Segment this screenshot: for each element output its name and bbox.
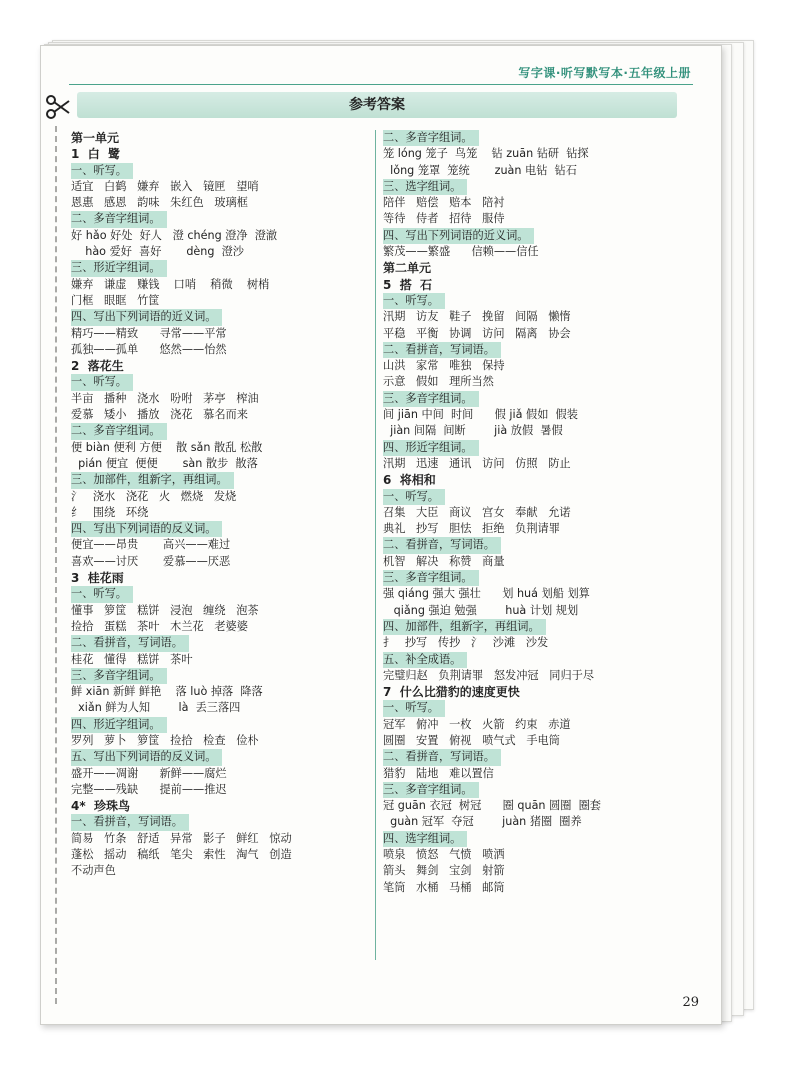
exercise-row bbox=[71, 814, 371, 830]
answer-row bbox=[71, 603, 371, 619]
answer-text: 适宜 白鹤 嫌弃 嵌入 镜匣 望哨 bbox=[71, 179, 259, 193]
answer-row bbox=[383, 505, 683, 521]
answer-text: 汛期 访友 鞋子 挽留 间隔 懒惰 bbox=[383, 310, 571, 324]
exercise-heading: 四、选字组词。 bbox=[383, 831, 467, 847]
answer-text: 猎豹 陆地 难以置信 bbox=[383, 766, 494, 780]
lesson-row bbox=[71, 358, 371, 374]
answer-row bbox=[383, 603, 683, 619]
exercise-row bbox=[71, 635, 371, 651]
exercise-heading: 四、加部件，组新字，再组词。 bbox=[383, 619, 546, 635]
exercise-row bbox=[383, 293, 683, 309]
answer-text: 捡拾 蛋糕 茶叶 木兰花 老婆婆 bbox=[71, 619, 248, 633]
exercise-row bbox=[383, 130, 683, 146]
answer-row bbox=[383, 407, 683, 423]
exercise-heading: 四、形近字组词。 bbox=[383, 440, 479, 456]
answer-text: guàn 冠军 夺冠 juàn 猪圈 圈养 bbox=[383, 815, 582, 829]
exercise-heading: 四、写出下列词语的近义词。 bbox=[383, 228, 534, 244]
answer-row bbox=[71, 619, 371, 635]
answer-row bbox=[383, 521, 683, 537]
exercise-heading: 二、多音字组词。 bbox=[71, 211, 167, 227]
answer-row bbox=[71, 440, 371, 456]
exercise-heading: 一、看拼音，写词语。 bbox=[71, 814, 189, 830]
answer-text: 恩惠 感恩 韵味 朱红色 玻璃框 bbox=[71, 196, 248, 210]
exercise-row bbox=[71, 668, 371, 684]
answer-text: 喜欢——讨厌 爱慕——厌恶 bbox=[71, 554, 231, 568]
answer-text: 便宜——昂贵 高兴——难过 bbox=[71, 538, 231, 552]
answer-row bbox=[71, 456, 371, 472]
exercise-heading: 一、听写。 bbox=[71, 586, 133, 602]
answer-row bbox=[71, 277, 371, 293]
unit-heading: 第二单元 bbox=[383, 261, 432, 276]
answer-text: 喷泉 愤怒 气愤 喷洒 bbox=[383, 848, 505, 862]
column-divider bbox=[375, 130, 376, 960]
answer-text: 山洪 家常 唯独 保持 bbox=[383, 359, 505, 373]
exercise-heading: 一、听写。 bbox=[383, 293, 445, 309]
exercise-row bbox=[383, 831, 683, 847]
answer-row bbox=[383, 309, 683, 325]
exercise-row bbox=[71, 472, 371, 488]
exercise-heading: 四、写出下列词语的反义词。 bbox=[71, 521, 222, 537]
answer-text: 典礼 抄写 胆怯 拒绝 负荆请罪 bbox=[383, 522, 560, 536]
exercise-heading: 三、多音字组词。 bbox=[71, 668, 167, 684]
lesson-title: 2 落花生 bbox=[71, 359, 124, 374]
header-rule bbox=[69, 84, 693, 85]
exercise-row bbox=[71, 749, 371, 765]
exercise-row bbox=[71, 717, 371, 733]
exercise-row bbox=[71, 586, 371, 602]
exercise-heading: 一、听写。 bbox=[383, 700, 445, 716]
answer-row bbox=[71, 505, 371, 521]
answer-text: 爱慕 矮小 播放 浇花 慕名而来 bbox=[71, 408, 248, 422]
lesson-title: 4* 珍珠鸟 bbox=[71, 799, 130, 814]
answer-row bbox=[383, 554, 683, 570]
exercise-heading: 二、看拼音，写词语。 bbox=[383, 342, 501, 358]
exercise-row bbox=[383, 342, 683, 358]
answer-text: 圆圈 安置 俯视 喷气式 手电筒 bbox=[383, 733, 560, 747]
answer-row bbox=[71, 244, 371, 260]
answer-text: 嫌弃 谦虚 赚钱 口哨 稍微 树梢 bbox=[71, 277, 270, 291]
answer-text: 懂事 箩筐 糕饼 浸泡 缠绕 泡茶 bbox=[71, 603, 259, 617]
answer-text: 示意 假如 理所当然 bbox=[383, 375, 494, 389]
answer-row bbox=[71, 326, 371, 342]
answer-row bbox=[71, 489, 371, 505]
exercise-heading: 一、听写。 bbox=[71, 163, 133, 179]
exercise-heading: 四、形近字组词。 bbox=[71, 717, 167, 733]
answer-text: 繁茂——繁盛 信赖——信任 bbox=[383, 245, 539, 259]
answer-text: 陪伴 赔偿 赔本 陪衬 bbox=[383, 196, 505, 210]
exercise-row bbox=[383, 652, 683, 668]
answer-row bbox=[383, 211, 683, 227]
unit-row bbox=[383, 260, 683, 276]
answer-text: 冠 guān 衣冠 树冠 圈 quān 圆圈 圈套 bbox=[383, 799, 601, 813]
answer-row bbox=[71, 684, 371, 700]
exercise-heading: 三、多音字组词。 bbox=[383, 391, 479, 407]
answer-row bbox=[71, 407, 371, 423]
answer-row bbox=[71, 228, 371, 244]
exercise-heading: 一、听写。 bbox=[71, 374, 133, 390]
exercise-row bbox=[71, 309, 371, 325]
exercise-heading: 五、写出下列词语的反义词。 bbox=[71, 749, 222, 765]
answer-text: 纟 围绕 环绕 bbox=[71, 505, 149, 519]
answer-row bbox=[71, 391, 371, 407]
exercise-row bbox=[383, 700, 683, 716]
answer-row bbox=[383, 635, 683, 651]
exercise-heading: 二、看拼音，写词语。 bbox=[71, 635, 189, 651]
left-column bbox=[71, 130, 371, 880]
unit-row bbox=[71, 130, 371, 146]
answer-text: lǒng 笼罩 笼统 zuàn 电钻 钻石 bbox=[383, 163, 577, 177]
answer-row bbox=[383, 163, 683, 179]
lesson-title: 6 将相和 bbox=[383, 473, 436, 488]
answer-text: 鲜 xiān 新鲜 鲜艳 落 luò 掉落 降落 bbox=[71, 685, 263, 699]
exercise-row bbox=[71, 211, 371, 227]
answer-text: 罗列 萝卜 箩筐 捡拾 检查 俭朴 bbox=[71, 733, 259, 747]
answer-text: 冠军 俯冲 一枚 火箭 约束 赤道 bbox=[383, 717, 571, 731]
answer-text: 不动声色 bbox=[71, 864, 116, 878]
lesson-title: 3 桂花雨 bbox=[71, 571, 124, 586]
exercise-heading: 二、多音字组词。 bbox=[383, 130, 479, 146]
answer-row bbox=[383, 586, 683, 602]
lesson-row bbox=[71, 146, 371, 162]
answer-text: 盛开——凋谢 新鲜——腐烂 bbox=[71, 766, 227, 780]
answer-row bbox=[383, 880, 683, 896]
header-title: 写字课·听写默写本·五年级上册 bbox=[518, 66, 691, 80]
exercise-row bbox=[71, 423, 371, 439]
answer-row bbox=[383, 766, 683, 782]
exercise-row bbox=[71, 374, 371, 390]
answer-text: xiǎn 鲜为人知 là 丢三落四 bbox=[71, 701, 241, 715]
answer-row bbox=[71, 831, 371, 847]
answer-row bbox=[71, 293, 371, 309]
answer-row bbox=[383, 863, 683, 879]
lesson-row bbox=[383, 277, 683, 293]
answer-text: 强 qiáng 强大 强壮 划 huá 划船 划算 bbox=[383, 587, 590, 601]
answer-text: hào 爱好 喜好 dèng 澄沙 bbox=[71, 245, 244, 259]
answer-text: 半亩 播种 浇水 吩咐 茅亭 榨油 bbox=[71, 391, 259, 405]
answer-row bbox=[71, 652, 371, 668]
answer-row bbox=[383, 798, 683, 814]
answer-text: 精巧——精致 寻常——平常 bbox=[71, 326, 227, 340]
exercise-heading: 三、多音字组词。 bbox=[383, 782, 479, 798]
answer-text: 好 hǎo 好处 好人 澄 chéng 澄净 澄澈 bbox=[71, 228, 278, 242]
answer-row bbox=[71, 733, 371, 749]
answer-row bbox=[71, 342, 371, 358]
answer-text: 笔筒 水桶 马桶 邮筒 bbox=[383, 880, 505, 894]
lesson-title: 5 搭 石 bbox=[383, 277, 433, 292]
answer-row bbox=[383, 423, 683, 439]
lesson-row bbox=[71, 570, 371, 586]
exercise-row bbox=[71, 163, 371, 179]
answer-row bbox=[383, 244, 683, 260]
answer-text: jiàn 间隔 间断 jià 放假 暑假 bbox=[383, 424, 563, 438]
exercise-heading: 二、多音字组词。 bbox=[71, 423, 167, 439]
answer-row bbox=[383, 668, 683, 684]
exercise-row bbox=[383, 537, 683, 553]
answer-row bbox=[383, 717, 683, 733]
answer-text: 箭头 舞剑 宝剑 射箭 bbox=[383, 864, 505, 878]
exercise-heading: 四、写出下列词语的近义词。 bbox=[71, 309, 222, 325]
exercise-heading: 三、多音字组词。 bbox=[383, 570, 479, 586]
answer-row bbox=[383, 195, 683, 211]
lesson-title: 7 什么比猎豹的速度更快 bbox=[383, 685, 520, 700]
answer-text: 扌 抄写 传抄 氵 沙滩 沙发 bbox=[383, 636, 549, 650]
answer-row bbox=[383, 358, 683, 374]
answer-text: pián 便宜 便便 sàn 散步 散落 bbox=[71, 456, 258, 470]
answer-row bbox=[383, 847, 683, 863]
scissors-icon bbox=[45, 94, 71, 120]
exercise-heading: 二、看拼音，写词语。 bbox=[383, 749, 501, 765]
answer-row bbox=[383, 146, 683, 162]
answer-row bbox=[71, 195, 371, 211]
answer-text: 召集 大臣 商议 宫女 奉献 允诺 bbox=[383, 505, 571, 519]
exercise-heading: 一、听写。 bbox=[383, 489, 445, 505]
answer-text: 间 jiān 中间 时间 假 jiǎ 假如 假装 bbox=[383, 408, 578, 422]
answers-banner: 参考答案 bbox=[77, 92, 677, 118]
answer-text: 氵 浇水 浇花 火 燃烧 发烧 bbox=[71, 489, 237, 503]
answer-row bbox=[71, 863, 371, 879]
answer-row bbox=[383, 456, 683, 472]
exercise-row bbox=[383, 228, 683, 244]
exercise-row bbox=[71, 260, 371, 276]
exercise-heading: 二、看拼音，写词语。 bbox=[383, 537, 501, 553]
lesson-row bbox=[383, 684, 683, 700]
cut-line bbox=[55, 126, 57, 1004]
lesson-row bbox=[71, 798, 371, 814]
answer-text: qiǎng 强迫 勉强 huà 计划 规划 bbox=[383, 603, 579, 617]
answer-text: 笼 lóng 笼子 鸟笼 钻 zuān 钻研 钻探 bbox=[383, 147, 589, 161]
exercise-row bbox=[383, 570, 683, 586]
answer-row bbox=[383, 326, 683, 342]
lesson-title: 1 白 鹭 bbox=[71, 147, 121, 162]
answer-text: 便 biàn 便利 方便 散 sǎn 散乱 松散 bbox=[71, 440, 263, 454]
answer-text: 桂花 懂得 糕饼 茶叶 bbox=[71, 652, 193, 666]
exercise-row bbox=[383, 619, 683, 635]
answer-row bbox=[383, 733, 683, 749]
answer-row bbox=[71, 537, 371, 553]
answer-text: 完整——残缺 提前——推迟 bbox=[71, 782, 227, 796]
answer-row bbox=[71, 766, 371, 782]
answer-row bbox=[71, 847, 371, 863]
answer-row bbox=[71, 782, 371, 798]
answer-text: 完璧归赵 负荆请罪 怒发冲冠 同归于尽 bbox=[383, 668, 595, 682]
answer-row bbox=[383, 374, 683, 390]
exercise-row bbox=[383, 440, 683, 456]
answer-text: 汛期 迅速 通讯 访问 仿照 防止 bbox=[383, 456, 571, 470]
answer-text: 机智 解决 称赞 商量 bbox=[383, 554, 505, 568]
exercise-heading: 三、加部件，组新字，再组词。 bbox=[71, 472, 234, 488]
exercise-row bbox=[383, 179, 683, 195]
exercise-heading: 五、补全成语。 bbox=[383, 652, 467, 668]
answer-text: 简易 竹条 舒适 异常 影子 鲜红 惊动 bbox=[71, 831, 292, 845]
answer-row bbox=[383, 814, 683, 830]
answer-text: 等待 侍者 招待 服侍 bbox=[383, 212, 505, 226]
exercise-heading: 三、选字组词。 bbox=[383, 179, 467, 195]
answer-page bbox=[40, 45, 722, 1025]
exercise-row bbox=[383, 391, 683, 407]
exercise-row bbox=[383, 489, 683, 505]
exercise-row bbox=[383, 782, 683, 798]
right-column bbox=[383, 130, 683, 896]
answer-text: 平稳 平衡 协调 访问 隔离 协会 bbox=[383, 326, 571, 340]
answer-text: 门框 眼眶 竹筐 bbox=[71, 293, 160, 307]
lesson-row bbox=[383, 472, 683, 488]
exercise-heading: 三、形近字组词。 bbox=[71, 260, 167, 276]
answer-row bbox=[71, 179, 371, 195]
exercise-row bbox=[383, 749, 683, 765]
page-number: 29 bbox=[682, 995, 699, 1010]
answer-text: 孤独——孤单 悠然——怡然 bbox=[71, 342, 227, 356]
answer-row bbox=[71, 700, 371, 716]
exercise-row bbox=[71, 521, 371, 537]
answer-text: 蓬松 摇动 稿纸 笔尖 索性 淘气 创造 bbox=[71, 848, 292, 862]
unit-heading: 第一单元 bbox=[71, 131, 120, 145]
answer-row bbox=[71, 554, 371, 570]
